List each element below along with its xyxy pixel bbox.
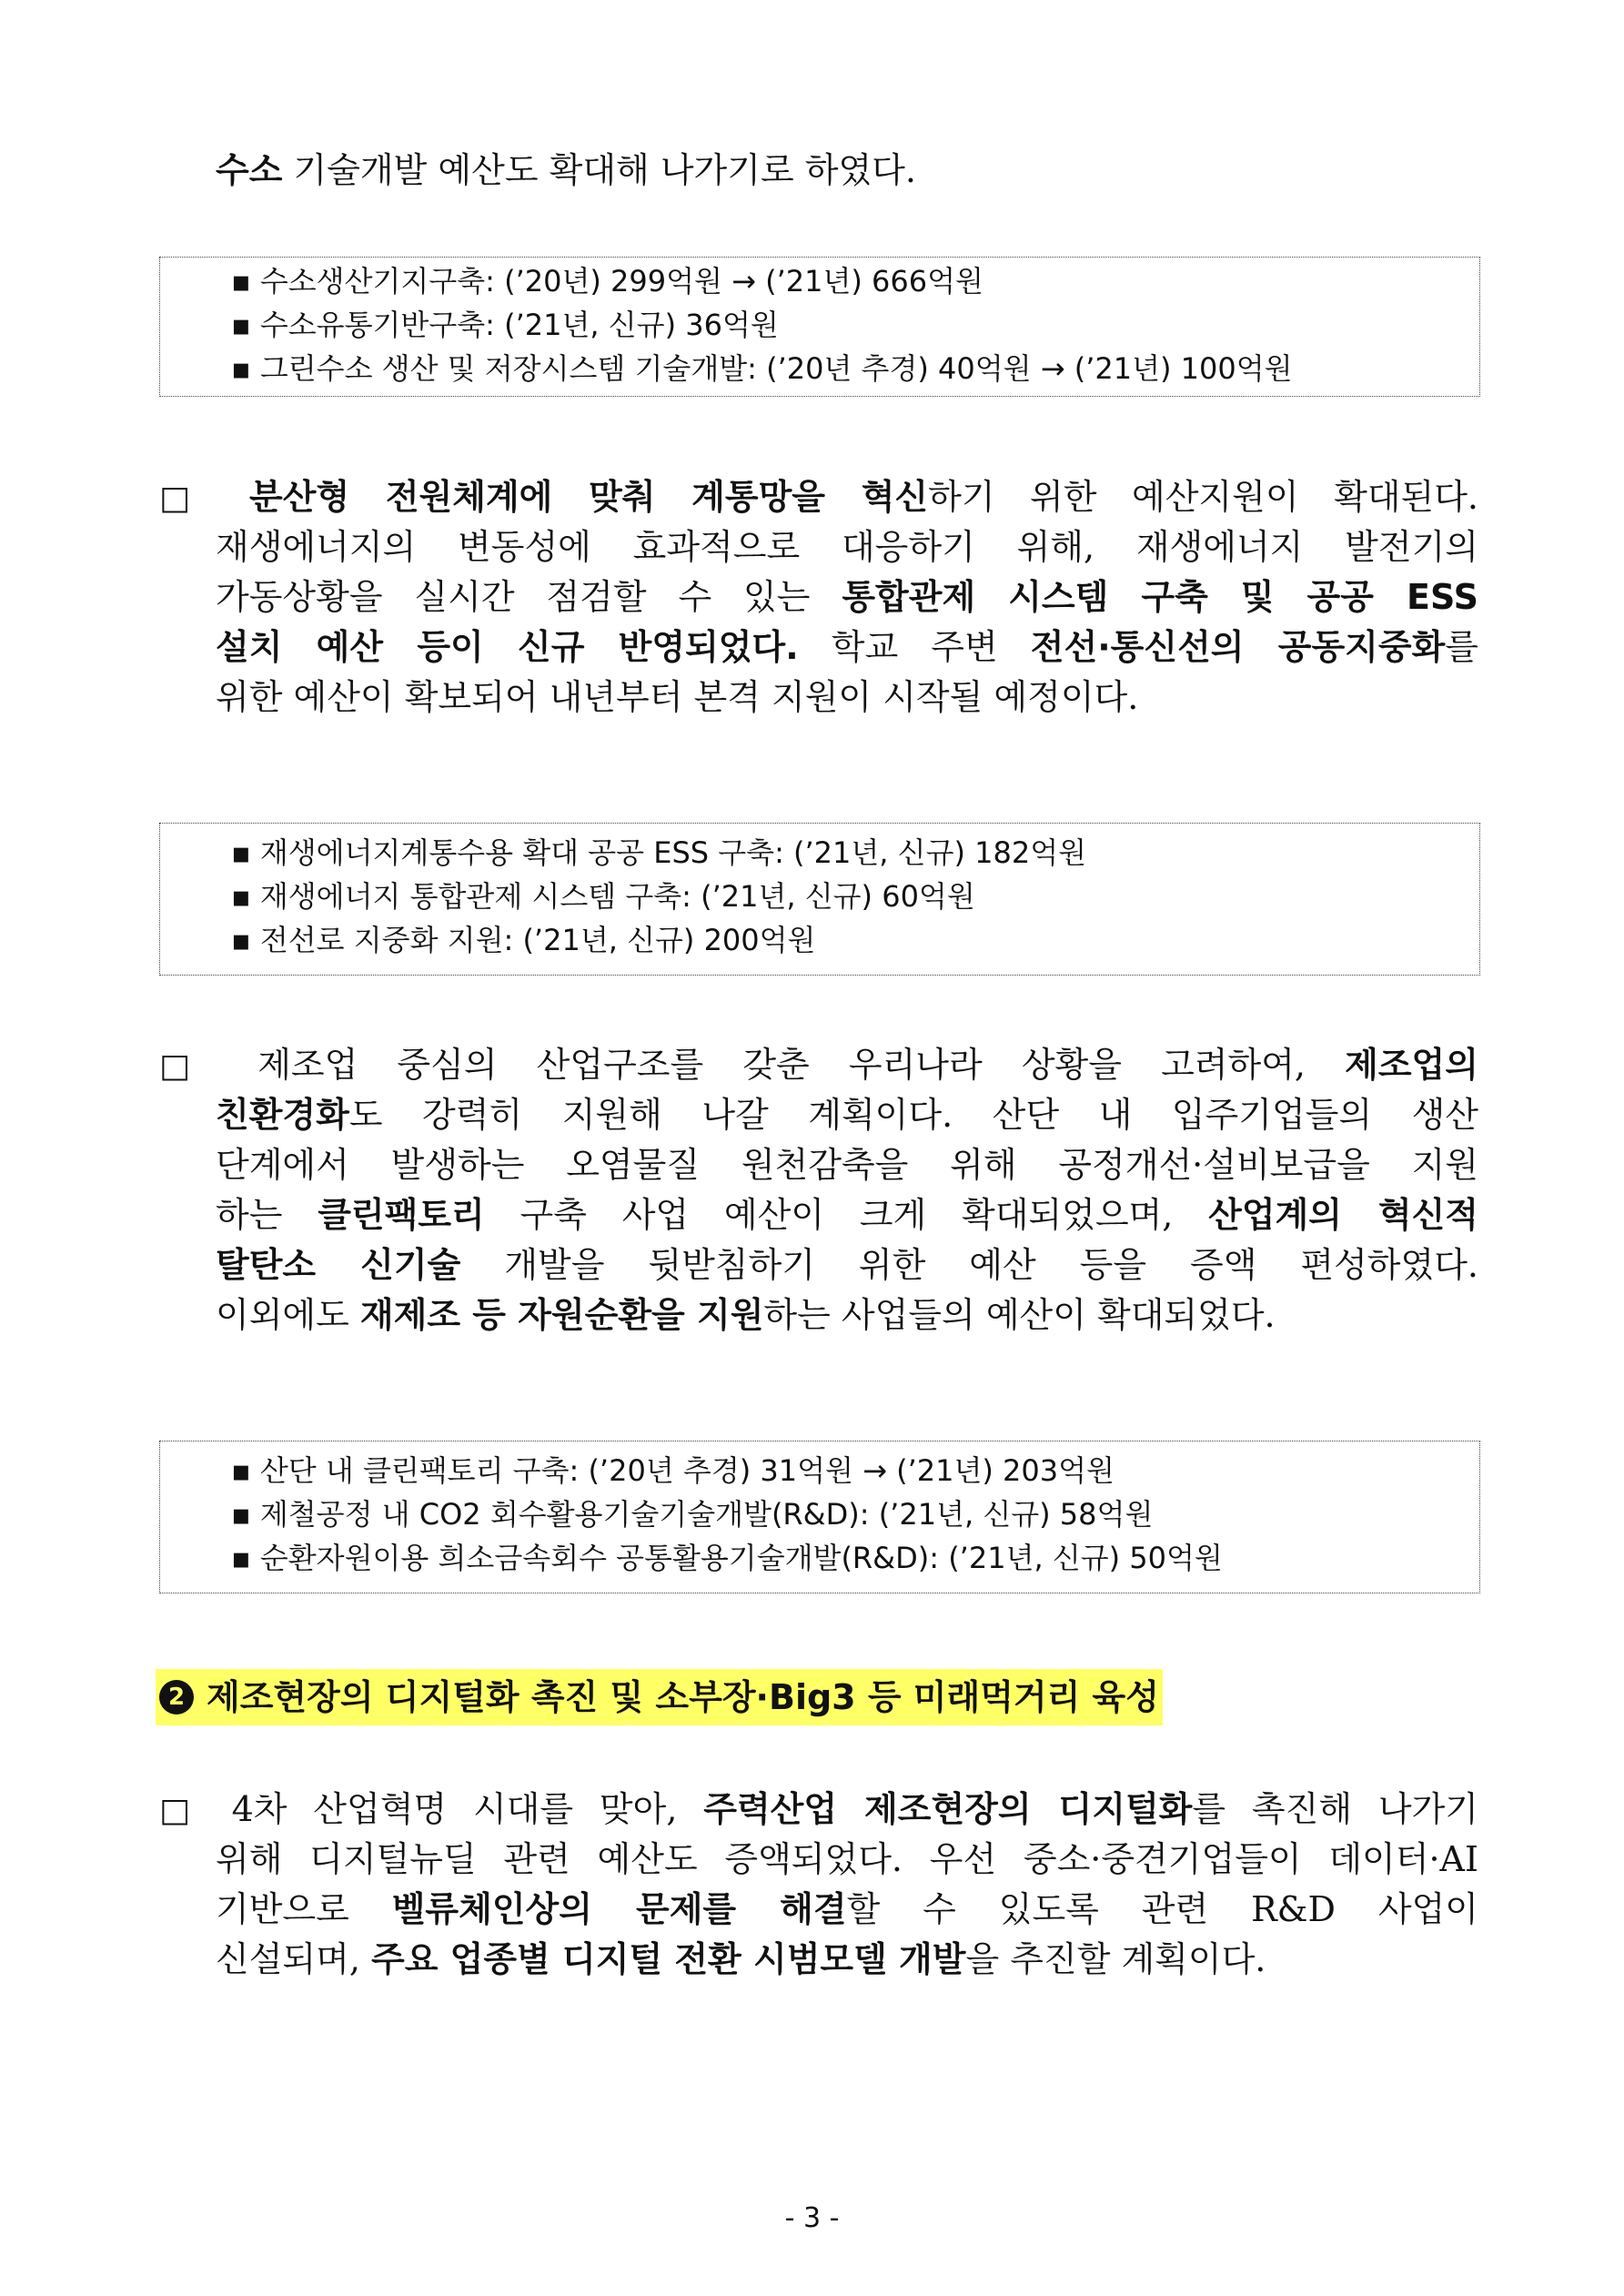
paragraph-grid: □ 분산형 전원체계에 맞춰 계통망을 혁신하기 위한 예산지원이 확대된다. 재생에너지의 변동성에 효과적으로 대응하기 위해, 재생에너지 발전기의 가동상황을 실시간 점검할 수 있는 통합관제 시스템 구축 및 공공 ESS 설치 예산 등이 신규 반영되었다. 학교 주변 전선·통신선의 공동지중화를 위한 예산이 확보되어 내년부터 본격 지원이 시작될 예정이다. xyxy=(159,477,1479,717)
box-item: ▪ 제철공정 내 CO2 회수활용기술기술개발(R&D): (’21년, 신규) 58억원 xyxy=(231,1492,1479,1536)
budget-box-grid xyxy=(159,823,1480,976)
circled-number-icon: 2 xyxy=(159,1680,194,1714)
budget-box-cleanfactory xyxy=(159,1441,1480,1593)
box-item: ▪ 산단 내 클린팩토리 구축: (’20년 추경) 31억원 → (’21년) 203억원 xyxy=(231,1449,1479,1492)
checkbox-marker: □ xyxy=(159,480,215,517)
box-item: ▪ 순환자원이용 희소금속회수 공통활용기술개발(R&D): (’21년, 신규) 50억원 xyxy=(231,1536,1479,1580)
checkbox-marker: □ xyxy=(159,1047,219,1085)
intro-bold: 수소 xyxy=(216,150,283,190)
box-item: ▪ 재생에너지 통합관제 시스템 구축: (’21년, 신규) 60억원 xyxy=(231,875,1479,918)
box-item: ▪ 재생에너지계통수용 확대 공공 ESS 구축: (’21년, 신규) 182억원 xyxy=(231,831,1479,875)
section-title: 제조현장의 디지털화 촉진 및 소부장·Big3 등 미래먹거리 육성 xyxy=(207,1677,1159,1717)
box-item: ▪ 전선로 지중화 지원: (’21년, 신규) 200억원 xyxy=(231,918,1479,962)
budget-box-hydrogen xyxy=(159,257,1480,397)
section-heading xyxy=(156,1669,1163,1725)
paragraph-manufacturing: □ 제조업 중심의 산업구조를 갖춘 우리나라 상황을 고려하여, 제조업의 친환경화도 강력히 지원해 나갈 계획이다. 산단 내 입주기업들의 생산 단계에서 발생하는 오염물질 원천감축을 위해 공정개선·설비보급을 지원 하는 클린팩토리 구축 사업 예산이 크게 확대되었으며, 산업계의 혁신적 탈탄소 신기술 개발을 뒷받침하기 위한 예산 등을 증액 편성하였다. 이외에도 재제조 등 자원순환을 지원하는 사업들의 예산이 확대되었다. xyxy=(159,1045,1478,1335)
page-number: - 3 - xyxy=(784,2202,840,2234)
box-item: ▪ 수소생산기지구축: (’20년) 299억원 → (’21년) 666억원 xyxy=(231,259,1479,303)
box-item: ▪ 수소유통기반구축: (’21년, 신규) 36억원 xyxy=(231,303,1479,347)
box-item: ▪ 그린수소 생산 및 저장시스템 기술개발: (’20년 추경) 40억원 → (’21년) 100억원 xyxy=(231,347,1479,390)
paragraph-digital: □ 4차 산업혁명 시대를 맞아, 주력산업 제조현장의 디지털화를 촉진해 나가기 위해 디지털뉴딜 관련 예산도 증액되었다. 우선 중소·중견기업들이 데이터·AI 기반으로 벨류체인상의 문제를 해결할 수 있도록 관련 R&D 사업이 신설되며, 주요 업종별 디지털 전환 시범모델 개발을 추진할 계획이다. xyxy=(159,1789,1478,1979)
checkbox-marker: □ xyxy=(159,1792,206,1829)
intro-text: 기술개발 예산도 확대해 나가기로 하였다. xyxy=(282,150,916,190)
intro-paragraph xyxy=(159,146,1478,196)
